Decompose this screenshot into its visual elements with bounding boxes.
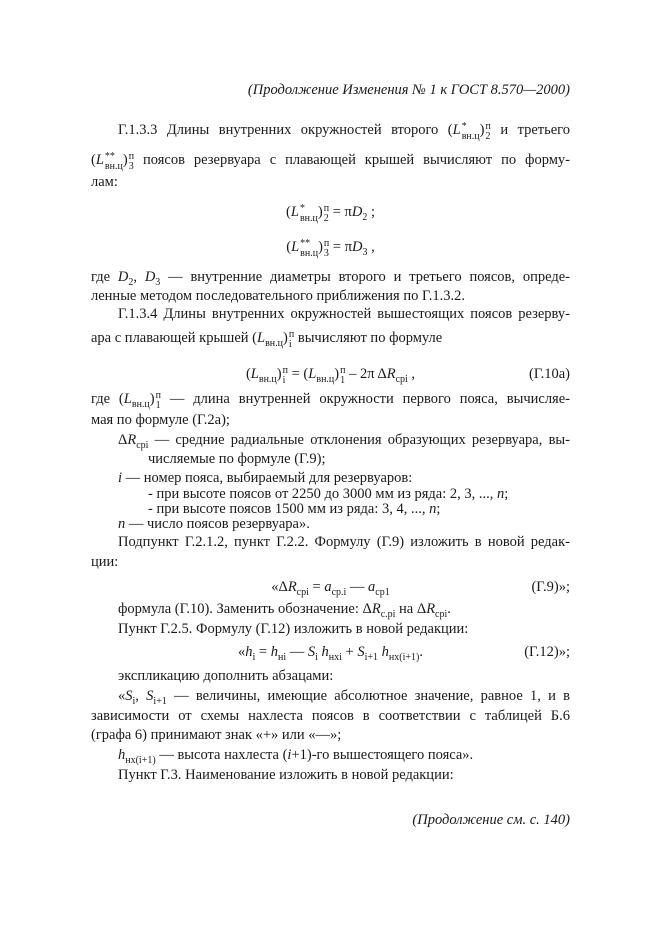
math-variable: D <box>144 269 156 285</box>
text-segment: ) <box>283 330 288 346</box>
text-segment: — число поясов резервуара». <box>125 516 310 532</box>
text-segment: = ( <box>288 366 309 382</box>
paragraph-line <box>91 329 442 353</box>
text-segment: , <box>133 269 145 285</box>
math-superscript: п <box>323 238 330 249</box>
text-segment: — <box>286 644 308 660</box>
formula <box>238 644 423 663</box>
text-segment: ) <box>317 204 323 220</box>
math-superscript: ** <box>300 238 311 249</box>
text-segment: — номер пояса, выбираемый для резервуаров: <box>122 470 413 486</box>
text-segment: Подпункт Г.2.1.2, пункт Г.2.2. Формулу (Г.9) изложить в новой редак- <box>118 534 570 550</box>
text-segment: мая по формуле (Г.2а); <box>91 412 230 428</box>
paragraph-line <box>118 515 310 533</box>
math-subscript: вн.ц <box>258 374 277 385</box>
formula-g9-row <box>0 578 661 602</box>
math-variable: h <box>245 644 253 660</box>
math-subscript: вн.ц <box>300 248 319 259</box>
math-variable: i <box>287 747 292 763</box>
formula <box>0 238 661 262</box>
paragraph-line <box>91 707 570 725</box>
text-segment: = <box>255 644 271 660</box>
math-subscript: вн.ц <box>316 374 335 385</box>
text-segment: — <box>346 579 369 595</box>
paragraph-line <box>91 411 230 429</box>
math-subscript: нх(i+1) <box>388 652 420 663</box>
math-subscript: i <box>315 652 318 663</box>
text-segment: числяемые по формуле (Г.9); <box>148 451 326 467</box>
text-segment: = <box>308 579 325 595</box>
text-segment: . <box>419 644 423 660</box>
math-superscript: * <box>299 203 305 214</box>
math-variable: R <box>386 366 396 382</box>
text-segment: = π <box>329 204 352 220</box>
text-segment: ции: <box>91 554 119 570</box>
text-segment: ара с плавающей крышей ( <box>91 330 257 346</box>
math-variable: R <box>287 579 297 595</box>
paragraph-line <box>91 726 341 744</box>
math-subscript: 2 <box>323 213 329 224</box>
math-variable: L <box>291 239 300 255</box>
text-segment: . <box>447 601 451 617</box>
text-segment: + <box>341 644 358 660</box>
paragraph-line <box>91 287 465 305</box>
text-segment: ; <box>367 204 375 220</box>
math-variable: L <box>95 152 104 168</box>
text-segment: = π <box>329 239 353 255</box>
text-segment: , <box>135 688 147 704</box>
math-subscript: i+1 <box>153 696 167 707</box>
paragraph-line <box>148 450 326 468</box>
text-segment: +1)-го вышестоящего пояса». <box>291 747 474 763</box>
text-segment: ( <box>286 239 292 255</box>
math-variable: S <box>307 644 316 660</box>
math-variable: a <box>368 579 376 595</box>
text-segment: «Δ <box>271 579 288 595</box>
math-variable: S <box>125 688 133 704</box>
text-segment: ; <box>436 501 441 517</box>
math-variable: h <box>321 644 329 660</box>
math-superscript: * <box>461 121 467 132</box>
text-segment: « <box>238 644 246 660</box>
math-variable: a <box>324 579 332 595</box>
math-subscript: вн.ц <box>265 338 284 349</box>
math-superscript: п <box>485 121 491 132</box>
text-segment: Δ <box>118 432 128 448</box>
math-superscript: п <box>128 151 135 162</box>
page-header: (Продолжение Изменения № 1 к ГОСТ 8.570—2000) <box>247 82 570 98</box>
math-superscript: п <box>340 365 346 376</box>
math-subscript: 1 <box>340 375 346 386</box>
equation-number: (Г.12)»; <box>524 644 570 660</box>
text-segment: Г.1.3.4 Длины внутренних окружностей вышестоящих поясов резерву- <box>118 306 570 322</box>
math-variable: S <box>146 688 154 704</box>
math-subscript: 2 <box>362 212 368 223</box>
math-sub-superscript <box>300 204 318 224</box>
math-variable: L <box>123 391 132 407</box>
text-segment: ( <box>91 152 96 168</box>
math-variable: n <box>497 486 505 502</box>
text-segment: Пункт Г.3. Наименование изложить в новой редакции: <box>118 767 454 783</box>
math-sub-superscript <box>300 239 318 259</box>
equation-number: (Г.9)»; <box>531 579 570 595</box>
paragraph-line <box>91 553 118 571</box>
math-subscript: 2 <box>128 277 134 288</box>
text-segment: - при высоте поясов от 2250 до 3000 мм из ряда: 2, 3, ..., <box>148 486 498 502</box>
math-variable: L <box>290 204 299 220</box>
math-variable: L <box>257 330 266 346</box>
math-variable: n <box>429 501 437 517</box>
math-superscript: п <box>282 365 288 376</box>
paragraph-line <box>118 766 454 784</box>
math-variable: R <box>426 601 436 617</box>
math-variable: R <box>127 432 137 448</box>
math-superscript: ** <box>104 151 115 162</box>
text-segment: Г.1.3.3 Длины внутренних окружностей второго ( <box>118 122 453 138</box>
math-variable: R <box>371 601 381 617</box>
text-segment: « <box>118 688 126 704</box>
text-segment: где ( <box>91 391 124 407</box>
text-segment: поясов резервуара с плавающей крышей вычисляют по форму- <box>134 152 570 168</box>
math-subscript: i <box>288 339 292 350</box>
math-sub-superscript <box>462 122 480 142</box>
math-subscript: срi <box>136 440 149 451</box>
math-subscript: срi <box>296 587 309 598</box>
math-subscript: i <box>252 652 256 663</box>
text-segment: — внутренние диаметры второго и третьего поясов, опреде- <box>160 269 570 285</box>
text-segment: и третьего <box>490 122 570 138</box>
math-variable: h <box>381 644 389 660</box>
math-subscript: 1 <box>155 400 161 411</box>
math-subscript: i <box>132 696 136 707</box>
math-variable: D <box>352 239 363 255</box>
formula-g10a-row <box>0 365 661 389</box>
text-segment: лам: <box>91 174 118 190</box>
equation-number: (Г.10а) <box>529 366 570 382</box>
math-variable: i <box>118 470 123 486</box>
math-variable: L <box>250 366 259 382</box>
math-subscript: с.рi <box>380 609 396 620</box>
math-subscript: срi <box>435 609 448 620</box>
math-sub-superscript <box>105 152 123 172</box>
text-segment: – 2π Δ <box>345 366 387 382</box>
math-variable: L <box>452 122 461 138</box>
text-segment: формула (Г.10). Заменить обозначение: Δ <box>118 601 372 617</box>
text-segment: ленные методом последовательного приближения по Г.1.3.2. <box>91 288 465 304</box>
math-subscript: 2 <box>485 131 491 142</box>
text-segment: ( <box>245 366 251 382</box>
math-subscript: ср1 <box>375 587 390 598</box>
math-subscript: 3 <box>155 277 161 288</box>
text-segment: ) <box>276 366 282 382</box>
text-segment: - при высоте поясов 1500 мм из ряда: 3, 4, ..., <box>148 501 430 517</box>
text-segment: — величины, имеющие абсолютное значение, равное 1, и в <box>166 688 571 704</box>
paragraph-line <box>118 620 468 638</box>
text-segment: вычисляют по формуле <box>294 330 443 346</box>
math-superscript: п <box>323 203 330 214</box>
formula <box>271 579 390 598</box>
text-segment: , <box>407 366 416 382</box>
text-segment: ) <box>149 391 155 407</box>
math-variable: h <box>270 644 278 660</box>
text-segment: ) <box>479 122 485 138</box>
math-variable: n <box>118 516 126 532</box>
text-segment: , <box>367 239 375 255</box>
text-segment: зависимости от схемы нахлеста поясов в соответствии с таблицей Б.6 <box>91 708 570 724</box>
math-variable: S <box>357 644 365 660</box>
math-subscript: 3 <box>362 247 368 258</box>
math-subscript: 3 <box>323 248 329 259</box>
text-segment: экспликацию дополнить абзацами: <box>118 668 334 684</box>
math-subscript: вн.ц <box>461 131 480 142</box>
paragraph-line <box>118 533 570 551</box>
text-segment: ) <box>122 152 128 168</box>
text-segment: — высота нахлеста ( <box>155 747 288 763</box>
page-footer: (Продолжение см. с. 140) <box>412 812 570 828</box>
formula <box>0 203 661 227</box>
text-segment: (графа 6) принимают знак «+» или «—»; <box>91 727 342 743</box>
math-variable: h <box>118 747 126 763</box>
text-segment: где <box>91 269 118 285</box>
math-subscript: 3 <box>128 161 134 172</box>
text-segment: ; <box>504 486 509 502</box>
paragraph-line <box>91 151 570 172</box>
math-subscript: срi <box>395 374 408 385</box>
text-segment: на Δ <box>395 601 427 617</box>
math-subscript: ср.i <box>331 587 347 598</box>
math-superscript: п <box>155 390 161 401</box>
formula <box>245 365 416 386</box>
text-segment: — средние радиальные отклонения образующих резервуара, вы- <box>148 432 570 448</box>
math-superscript: п <box>288 329 295 340</box>
text-segment: — длина внутренней окружности первого пояса, вычисляе- <box>160 391 570 407</box>
paragraph-line <box>118 667 333 685</box>
text-segment: ) <box>334 366 340 382</box>
text-segment: ) <box>318 239 323 255</box>
formula-g12-row <box>0 643 661 667</box>
math-subscript: нх(i+1) <box>125 755 156 766</box>
math-subscript: i <box>282 375 286 386</box>
paragraph-line <box>91 173 118 191</box>
math-variable: D <box>117 269 129 285</box>
math-subscript: нi <box>277 652 287 663</box>
text-segment: ( <box>286 204 291 220</box>
paragraph-line <box>118 121 570 142</box>
math-subscript: i+1 <box>364 652 379 663</box>
paragraph-line <box>118 305 570 323</box>
math-subscript: вн.ц <box>131 399 150 410</box>
math-subscript: вн.ц <box>299 213 318 224</box>
text-segment: Пункт Г.2.5. Формулу (Г.12) изложить в новой редакции: <box>118 621 469 637</box>
math-variable: D <box>351 204 363 220</box>
math-variable: L <box>308 366 317 382</box>
math-subscript: нхi <box>328 652 342 663</box>
math-subscript: вн.ц <box>104 161 123 172</box>
